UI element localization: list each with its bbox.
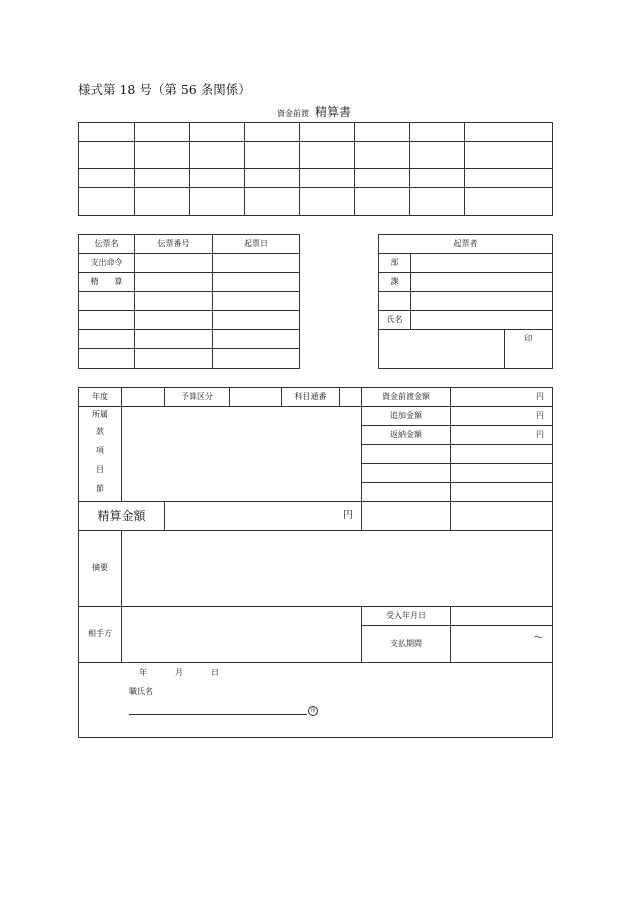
grid-cell[interactable] xyxy=(355,142,410,169)
grid-cell[interactable] xyxy=(410,169,465,188)
signature-section[interactable] xyxy=(79,662,553,737)
received-date-field[interactable] xyxy=(451,606,553,625)
kou-label: 項 xyxy=(96,446,104,456)
voucher-name-header: 伝票名 xyxy=(79,235,135,254)
counterparty-label: 相手方 xyxy=(79,606,122,662)
grid-cell[interactable] xyxy=(190,169,245,188)
top-grid xyxy=(78,122,553,216)
title-name-label: 職氏名 xyxy=(129,686,153,696)
grid-cell[interactable] xyxy=(135,169,190,188)
summary-field[interactable] xyxy=(122,531,553,606)
amount-blank-label[interactable] xyxy=(362,464,451,483)
fiscal-year-field[interactable] xyxy=(122,388,165,407)
grid-cell[interactable] xyxy=(79,123,135,142)
section-label: 課 xyxy=(379,273,411,292)
payment-period-label: 支払期間 xyxy=(362,625,451,662)
voucher-cell[interactable] xyxy=(79,349,135,369)
settlement-date-cell[interactable] xyxy=(213,273,300,292)
received-date-label: 受入年月日 xyxy=(362,606,451,625)
amount-blank-label[interactable] xyxy=(362,483,451,502)
grid-cell[interactable] xyxy=(465,169,553,188)
form-number: 様式第 18 号（第 56 条関係） xyxy=(78,82,251,97)
dept-field[interactable] xyxy=(411,254,553,273)
grid-cell[interactable] xyxy=(465,123,553,142)
settlement-amount-field[interactable] xyxy=(165,502,362,531)
grid-cell[interactable] xyxy=(355,123,410,142)
voucher-cell[interactable] xyxy=(213,292,300,311)
amount-blank-field[interactable] xyxy=(451,483,553,502)
voucher-table xyxy=(78,234,300,369)
voucher-cell[interactable] xyxy=(135,349,213,369)
voucher-cell[interactable] xyxy=(135,292,213,311)
amount-blank-label[interactable] xyxy=(362,445,451,464)
moku-label: 目 xyxy=(96,465,104,475)
grid-cell[interactable] xyxy=(300,188,355,216)
section-field[interactable] xyxy=(411,273,553,292)
grid-cell[interactable] xyxy=(190,142,245,169)
grid-cell[interactable] xyxy=(300,123,355,142)
grid-cell[interactable] xyxy=(245,123,300,142)
yen-unit: 円 xyxy=(536,430,544,440)
voucher-cell[interactable] xyxy=(213,311,300,330)
yen-unit: 円 xyxy=(343,510,353,522)
payment-order-date-cell[interactable] xyxy=(213,254,300,273)
document-title xyxy=(277,101,387,120)
voucher-cell[interactable] xyxy=(79,311,135,330)
settlement-number-cell[interactable] xyxy=(135,273,213,292)
seal-mark-icon: 印 xyxy=(308,706,318,716)
payment-order-label: 支出命令 xyxy=(79,254,135,273)
grid-cell[interactable] xyxy=(300,169,355,188)
seal-label: 印 xyxy=(505,330,553,369)
name-field[interactable] xyxy=(411,311,553,330)
month-label: 月 xyxy=(175,667,183,677)
grid-cell[interactable] xyxy=(190,123,245,142)
setsu-label: 節 xyxy=(96,484,104,494)
counterparty-field[interactable] xyxy=(122,606,362,662)
account-no-field[interactable] xyxy=(340,388,362,407)
grid-cell[interactable] xyxy=(300,142,355,169)
voucher-number-header: 伝票番号 xyxy=(135,235,213,254)
grid-cell[interactable] xyxy=(245,142,300,169)
day-label: 日 xyxy=(211,667,219,677)
voucher-cell[interactable] xyxy=(213,349,300,369)
advance-amount-label: 資金前渡金額 xyxy=(362,388,451,407)
signature-area[interactable] xyxy=(379,330,505,369)
yen-unit: 円 xyxy=(536,411,544,421)
grid-cell[interactable] xyxy=(355,188,410,216)
dept-label: 部 xyxy=(379,254,411,273)
grid-cell[interactable] xyxy=(79,188,135,216)
additional-amount-field[interactable] xyxy=(451,407,553,426)
budget-class-label: 予算区分 xyxy=(165,388,230,407)
issuer-blank-cell xyxy=(379,292,411,311)
voucher-cell[interactable] xyxy=(79,330,135,349)
grid-cell[interactable] xyxy=(410,188,465,216)
payment-period-field[interactable] xyxy=(451,625,553,662)
settlement-extra-cell[interactable] xyxy=(362,502,451,531)
refund-amount-label: 返納金額 xyxy=(362,426,451,445)
issuer-header: 起票者 xyxy=(379,235,553,254)
account-no-label: 科目通番 xyxy=(282,388,340,407)
grid-cell[interactable] xyxy=(355,169,410,188)
document-title-small: 資金前渡 xyxy=(277,109,309,118)
grid-cell[interactable] xyxy=(135,142,190,169)
voucher-cell[interactable] xyxy=(135,311,213,330)
kan-label: 款 xyxy=(96,427,104,437)
amount-blank-field[interactable] xyxy=(451,464,553,483)
payment-order-number-cell[interactable] xyxy=(135,254,213,273)
budget-items-labels xyxy=(79,407,122,502)
year-label: 年 xyxy=(139,667,147,677)
budget-class-field[interactable] xyxy=(230,388,282,407)
issuer-blank-field[interactable] xyxy=(411,292,553,311)
issue-date-header: 起票日 xyxy=(213,235,300,254)
signature-line[interactable] xyxy=(129,714,307,715)
affiliation-label: 所属 xyxy=(92,410,108,420)
grid-cell[interactable] xyxy=(410,142,465,169)
fiscal-year-label: 年度 xyxy=(79,388,122,407)
name-label: 氏名 xyxy=(379,311,411,330)
refund-amount-field[interactable] xyxy=(451,426,553,445)
grid-cell[interactable] xyxy=(465,142,553,169)
grid-cell[interactable] xyxy=(79,142,135,169)
grid-cell[interactable] xyxy=(410,123,465,142)
grid-cell[interactable] xyxy=(79,169,135,188)
tilde-mark: ～ xyxy=(533,630,544,644)
grid-cell[interactable] xyxy=(245,169,300,188)
grid-cell[interactable] xyxy=(190,188,245,216)
voucher-cell[interactable] xyxy=(213,330,300,349)
grid-cell[interactable] xyxy=(135,188,190,216)
summary-label: 摘要 xyxy=(79,531,122,606)
settlement-amount-label: 精算金額 xyxy=(79,502,165,531)
yen-unit: 円 xyxy=(536,392,544,402)
grid-cell[interactable] xyxy=(465,188,553,216)
settlement-extra-cell[interactable] xyxy=(451,502,553,531)
document-title-big: 精算書 xyxy=(315,105,352,119)
budget-items-field[interactable] xyxy=(122,407,362,502)
main-table xyxy=(78,387,553,738)
voucher-cell[interactable] xyxy=(135,330,213,349)
advance-amount-field[interactable] xyxy=(451,388,553,407)
grid-cell[interactable] xyxy=(245,188,300,216)
additional-amount-label: 追加金額 xyxy=(362,407,451,426)
settlement-label: 精 算 xyxy=(79,273,135,292)
voucher-cell[interactable] xyxy=(79,292,135,311)
issuer-table xyxy=(378,234,553,369)
grid-cell[interactable] xyxy=(135,123,190,142)
amount-blank-field[interactable] xyxy=(451,445,553,464)
